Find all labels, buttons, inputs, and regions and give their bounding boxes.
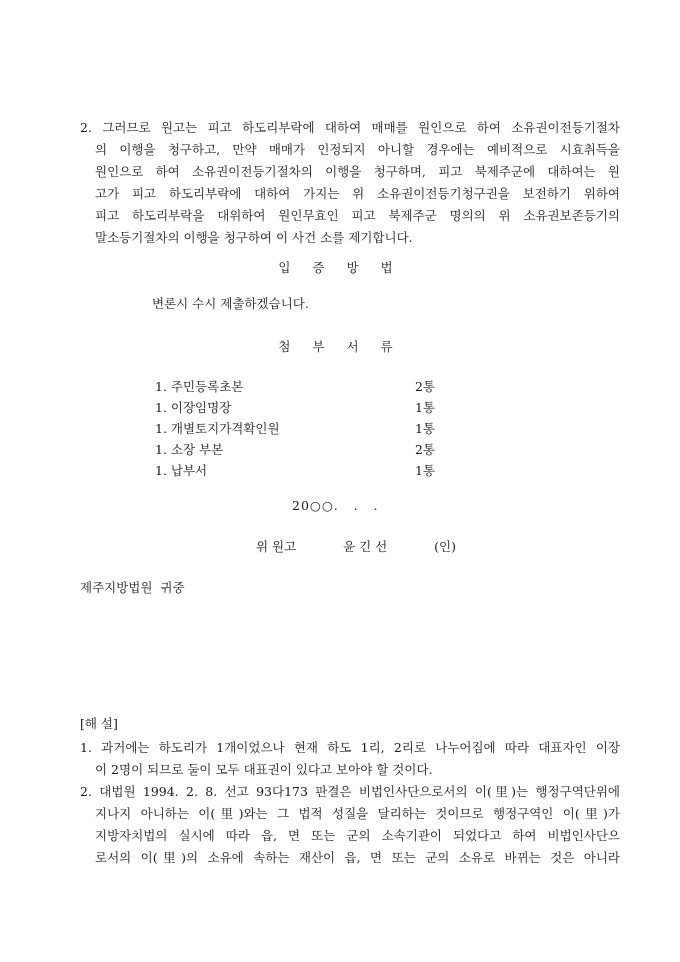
date-line: 20○○. . .: [292, 498, 379, 513]
plaintiff-role: 위 원고: [256, 539, 297, 554]
attachment-label: 1. 이장임명장: [155, 400, 232, 415]
note-line: 1. 과거에는 하도리가 1개이었으나 현재 하도 1리, 2리로 나누어짐에 따라 대표자인 이장: [80, 740, 620, 755]
attachments-list: [155, 376, 435, 481]
note-line: 이 2명이 되므로 둘이 모두 대표권이 있다고 보아야 할 것이다.: [95, 762, 433, 777]
seal-mark: (인): [434, 539, 456, 554]
attachment-item: [155, 376, 435, 397]
attachment-label: 1. 주민등록초본: [155, 379, 244, 394]
claim-line: 고가 피고 하도리부락에 대하여 가지는 위 소유권이전등기청구권을 보전하기 위하여: [95, 186, 620, 201]
claim-paragraph: [80, 117, 620, 249]
attachment-label: 1. 소장 부본: [155, 442, 224, 457]
plaintiff-name: 윤 긴 선: [343, 539, 388, 554]
claim-line: 말소등기절차의 이행을 청구하여 이 사건 소를 제기합니다.: [95, 230, 413, 245]
evidence-text: 변론시 수시 제출하겠습니다.: [152, 296, 309, 311]
attachment-count: 1통: [414, 400, 435, 415]
attachment-item: [155, 397, 435, 418]
note-line: 지방자치법의 실시에 따라 읍, 면 또는 군의 소속기관이 되었다고 하여 비법인사단으: [95, 828, 620, 843]
plaintiff-signature: [256, 537, 456, 555]
attachments-heading: 첨 부 서 류: [278, 339, 402, 354]
note-line: 로서의 이(里)의 소유에 속하는 재산이 읍, 면 또는 군의 소유로 바뀌는 것은 아니라: [95, 850, 620, 865]
attachment-item: [155, 439, 435, 460]
attachment-count: 1통: [414, 463, 435, 478]
claim-line: 2. 그러므로 원고는 피고 하도리부락에 대하여 매매를 원인으로 하여 소유권이전등기절차: [80, 120, 620, 135]
commentary-title: [해 설]: [80, 716, 118, 731]
evidence-heading: 입 증 방 법: [278, 260, 402, 275]
claim-line: 피고 하도리부락을 대위하여 원인무효인 피고 북제주군 명의의 위 소유권보존등기의: [95, 208, 620, 223]
attachment-count: 2통: [414, 442, 435, 457]
court-addressee: 제주지방법원 귀중: [80, 580, 185, 595]
commentary-notes: [80, 737, 620, 869]
claim-line: 의 이행을 청구하고, 만약 매매가 인정되지 아니할 경우에는 예비적으로 시효취득을: [95, 142, 620, 157]
claim-line: 원인으로 하여 소유권이전등기절차의 이행을 청구하며, 피고 북제주군에 대하여는 원: [95, 164, 620, 179]
note-line: 2. 대법원 1994. 2. 8. 선고 93다173 판결은 비법인사단으로서의 이(里)는 행정구역단위에: [80, 784, 620, 799]
attachment-count: 1통: [414, 421, 435, 436]
attachment-count: 2통: [414, 379, 435, 394]
attachment-label: 1. 납부서: [155, 463, 208, 478]
note-line: 지나지 아니하는 이(里)와는 그 법적 성질을 달리하는 것이므로 행정구역인 이(里)가: [95, 806, 620, 821]
attachment-label: 1. 개별토지가격확인원: [155, 421, 280, 436]
attachment-item: [155, 460, 435, 481]
attachment-item: [155, 418, 435, 439]
